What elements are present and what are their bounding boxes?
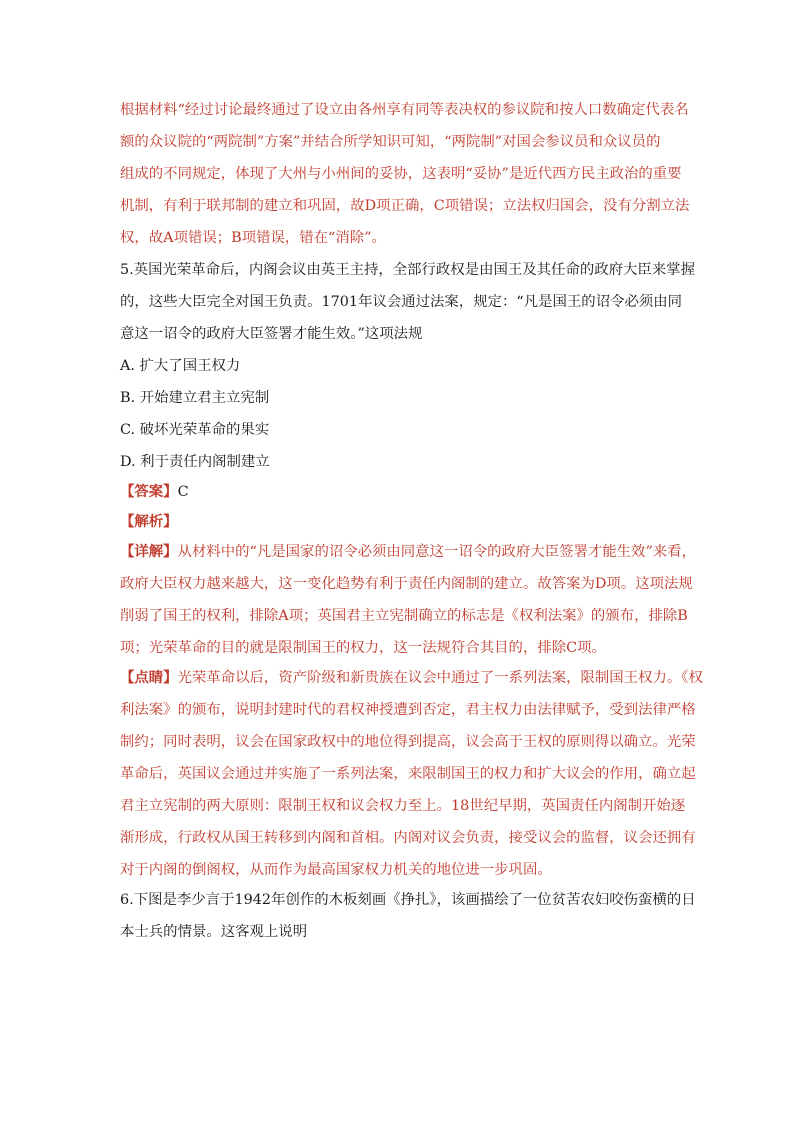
q6-stem-line-1: 6.下图是李少言于1942年创作的木板刻画《挣扎》，该画描绘了一位贫苦农妇咬伤蛮横的日 [120,892,696,908]
q5-point-line-6: 渐形成，行政权从国王转移到内阁和首相。内阁对议会负责，接受议会的监督，议会还拥有 [120,830,696,846]
q5-point-line-2: 利法案》的颁布，说明封建时代的君权神授遭到否定，君主权力由法律赋予，受到法律严格 [120,702,696,718]
q5-stem-line-3: 意这一诏令的政府大臣签署才能生效。”这项法规 [120,326,423,342]
q6-stem-line-2: 本士兵的情景。这客观上说明 [120,924,308,940]
q5-stem-line-2: 的，这些大臣完全对国王负责。1701年议会通过法案，规定：“凡是国王的诏令必须由同 [120,294,683,310]
q5-point-line-1 [120,668,703,688]
q5-analysis-label: 【解析】 [120,513,178,530]
q5-detail-line-1 [120,542,696,562]
q5-stem-line-1: 5.英国光荣革命后，内阁会议由英王主持，全部行政权是由国王及其任命的政府大臣来掌握 [120,262,695,278]
point-label: 【点睛】 [120,669,178,686]
analysis-q4-line-2: 额的众议院的“两院制”方案”并结合所学知识可知，“两院制”对国会参议员和众议员的 [120,134,661,150]
q5-point-line-5: 君主立宪制的两大原则：限制王权和议会权力至上。18世纪早期，英国责任内阁制开始逐 [120,798,686,814]
q5-detail-line-4: 项；光荣革命的目的就是限制国王的权力，这一法规符合其目的，排除C项。 [120,640,606,656]
analysis-q4-line-1: 根据材料“经过讨论最终通过了设立由各州享有同等表决权的参议院和按人口数确定代表名 [120,102,689,118]
q5-point-line-7: 对于内阁的倒阁权，从而作为最高国家权力机关的地位进一步巩固。 [120,862,552,878]
q5-detail-line-3: 削弱了国王的权利，排除A项；英国君主立宪制确立的标志是《权利法案》的颁布，排除B [120,608,688,624]
q5-option-b: B. 开始建立君主立宪制 [120,390,270,406]
detail-text-1: 从材料中的“凡是国家的诏令必须由同意这一诏令的政府大臣签署才能生效”来看， [177,544,696,560]
detail-label: 【详解】 [120,543,178,560]
analysis-q4-line-4: 机制，有利于联邦制的建立和巩固，故D项正确，C项错误；立法权归国会，没有分割立法 [120,198,690,214]
analysis-q4-line-5: 权，故A项错误；B项错误，错在“消除”。 [120,230,386,246]
q5-detail-line-2: 政府大臣权力越来越大，这一变化趋势有利于责任内阁制的建立。故答案为D项。这项法规 [120,576,693,592]
q5-answer [120,482,189,502]
point-text-1: 光荣革命以后，资产阶级和新贵族在议会中通过了一系列法案，限制国王权力。《权 [177,670,703,686]
q5-point-line-3: 制约；同时表明，议会在国家政权中的地位得到提高，议会高于王权的原则得以确立。光荣 [120,734,696,750]
answer-value: C [177,484,189,500]
q5-option-d: D. 利于责任内阁制建立 [120,454,270,470]
q5-option-a: A. 扩大了国王权力 [120,358,241,374]
answer-label: 【答案】 [120,483,178,500]
q5-point-line-4: 革命后，英国议会通过并实施了一系列法案，来限制国王的权力和扩大议会的作用，确立起 [120,766,696,782]
analysis-q4-line-3: 组成的不同规定，体现了大州与小州间的妥协，这表明“妥协”是近代西方民主政治的重要 [120,166,682,182]
q5-option-c: C. 破坏光荣革命的果实 [120,422,270,438]
